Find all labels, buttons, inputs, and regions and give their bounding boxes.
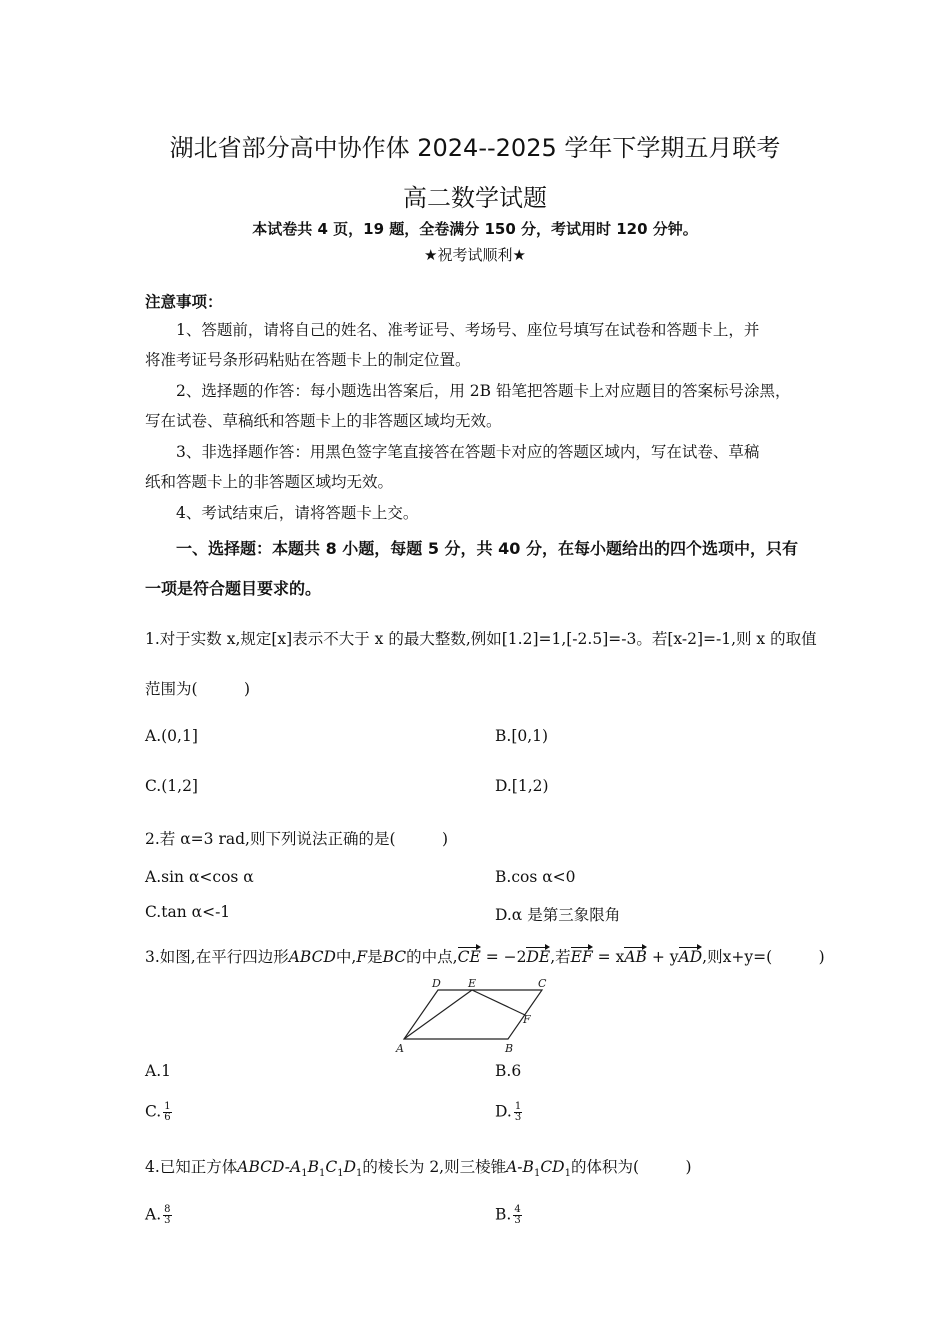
segment-ef — [472, 990, 525, 1015]
figure-label-c: C — [538, 977, 547, 990]
note-4: 4、考试结束后，请将答题卡上交。 — [176, 504, 419, 522]
q3-abcd: ABCD — [288, 948, 336, 966]
q4-cube-c: C — [325, 1158, 338, 1176]
q3-vector-ad: AD — [678, 948, 703, 966]
q1-option-a: A.(0,1] — [145, 727, 198, 745]
q3-option-a-value: 1 — [161, 1062, 171, 1080]
q1-stem-line-1: 1.对于实数 x,规定[x]表示不大于 x 的最大整数,例如[1.2]=1,[-2.5]=-3。若[x-2]=-1,则 x 的取值 — [145, 630, 817, 648]
q3-eq-1: = −2 — [480, 948, 527, 966]
q2-stem: 2.若 α=3 rad,则下列说法正确的是( ) — [145, 830, 449, 848]
q3-option-d-fraction — [514, 1102, 522, 1123]
q4-sub-1: 1 — [301, 1168, 308, 1180]
q3-mid-1: 中, — [335, 948, 357, 966]
q3-option-c — [145, 1102, 172, 1123]
q4-sub-6: 1 — [564, 1168, 571, 1180]
q3-option-c-denominator: 6 — [164, 1112, 171, 1123]
q1-option-c: C.(1,2] — [145, 777, 198, 795]
segment-ae — [404, 990, 472, 1039]
section-1-line-2: 一项是符合题目要求的。 — [145, 579, 322, 598]
q4-mid: 的棱长为 2,则三棱锥 — [362, 1158, 507, 1176]
q4-cube-b: B — [307, 1158, 319, 1176]
q3-option-a-label: A. — [145, 1062, 162, 1080]
exam-wish: ★祝考试顺利★ — [424, 246, 526, 264]
q4-sub-3: 1 — [337, 1168, 344, 1180]
note-3-line-1: 3、非选择题作答：用黑色签字笔直接答在答题卡对应的答题区域内，写在试卷、草稿 — [176, 443, 760, 461]
q3-parallelogram-figure — [390, 975, 560, 1057]
note-2-line-1: 2、选择题的作答：每小题选出答案后，用 2B 铅笔把答题卡上对应题目的答案标号涂黑， — [176, 382, 791, 400]
q4-option-b-label: B. — [495, 1205, 512, 1224]
q4-sub-2: 1 — [318, 1168, 326, 1180]
q3-option-c-numerator: 1 — [164, 1101, 171, 1112]
q3-plus: + y — [646, 948, 679, 966]
exam-title: 湖北省部分高中协作体 2024--2025 学年下学期五月联考 — [169, 134, 781, 162]
q4-option-a-denominator: 3 — [164, 1215, 171, 1226]
q4-option-a-numerator: 8 — [164, 1204, 171, 1215]
figure-label-e: E — [468, 977, 477, 990]
q3-option-d-numerator: 1 — [514, 1101, 522, 1112]
q4-option-a-label: A. — [145, 1205, 162, 1224]
note-1-line-2: 将准考证号条形码粘贴在答题卡上的制定位置。 — [145, 351, 471, 369]
q1-option-d: D.[1,2) — [495, 777, 549, 795]
q4-sub-4: 1 — [356, 1168, 363, 1180]
note-1-line-1: 1、答题前，请将自己的姓名、准考证号、考场号、座位号填写在试卷和答题卡上，并 — [176, 321, 760, 339]
q3-end: ,则x+y=( ) — [702, 948, 825, 966]
section-1-line-1: 一、选择题：本题共 8 小题，每题 5 分，共 40 分，在每小题给出的四个选项中，只有 — [176, 539, 798, 558]
q1-stem-line-2: 范围为( ) — [145, 680, 251, 698]
note-3-line-2: 纸和答题卡上的非答题区域均无效。 — [145, 473, 394, 491]
notes-heading: 注意事项： — [145, 292, 223, 311]
q4-end: 的体积为( ) — [570, 1158, 692, 1176]
q4-cube-name: ABCD-A — [237, 1158, 302, 1176]
q1-option-b: B.[0,1) — [495, 727, 549, 745]
q2-option-a: A.sin α<cos α — [145, 868, 254, 886]
q3-point-f: F — [356, 948, 368, 966]
q3-eq-2: = x — [592, 948, 625, 966]
q3-stem-start: 3.如图,在平行四边形 — [145, 948, 289, 966]
q4-option-b-fraction — [513, 1205, 521, 1226]
figure-label-a: A — [396, 1042, 404, 1055]
q3-mid-4: ,若 — [550, 948, 571, 966]
parallelogram-abcd — [404, 990, 542, 1039]
q2-option-d: D.α 是第三象限角 — [495, 906, 621, 924]
q3-bc: BC — [382, 948, 407, 966]
q3-option-b-label: B. — [495, 1062, 512, 1080]
q3-option-b-value: 6 — [511, 1062, 522, 1080]
figure-label-d: D — [432, 977, 441, 990]
q3-option-c-label: C. — [145, 1102, 162, 1121]
exam-info: 本试卷共 4 页，19 题，全卷满分 150 分，考试用时 120 分钟。 — [252, 220, 698, 238]
q4-option-b — [495, 1205, 522, 1226]
q3-option-c-fraction — [163, 1102, 171, 1123]
q3-stem — [145, 945, 825, 967]
q4-pyramid-cd: CD — [540, 1158, 565, 1176]
q2-option-c: C.tan α<-1 — [145, 903, 231, 921]
q4-option-a-fraction — [163, 1205, 171, 1226]
q3-option-b — [495, 1062, 521, 1080]
q2-option-b: B.cos α<0 — [495, 868, 576, 886]
q4-option-a — [145, 1205, 172, 1226]
q3-vector-ce: CE — [457, 948, 481, 966]
q3-mid-3: 的中点, — [406, 948, 458, 966]
figure-label-b: B — [505, 1042, 514, 1055]
figure-label-f: F — [523, 1013, 531, 1026]
q3-mid-2: 是 — [367, 948, 383, 966]
q3-vector-ef: EF — [570, 948, 593, 966]
note-2-line-2: 写在试卷、草稿纸和答题卡上的非答题区域均无效。 — [145, 412, 502, 430]
q4-cube-d: D — [343, 1158, 357, 1176]
exam-subtitle: 高二数学试题 — [403, 184, 547, 212]
q4-pyramid-a: A-B — [506, 1158, 534, 1176]
q4-stem — [145, 1155, 692, 1179]
q3-option-d-label: D. — [495, 1102, 512, 1121]
q3-vector-ab: AB — [624, 948, 647, 966]
q4-stem-start: 4.已知正方体 — [145, 1158, 238, 1176]
q3-option-d-denominator: 3 — [514, 1112, 522, 1123]
q3-option-d — [495, 1102, 522, 1123]
q3-option-a — [145, 1062, 171, 1080]
q3-vector-de: DE — [526, 948, 551, 966]
q4-option-b-numerator: 4 — [514, 1204, 521, 1215]
q4-option-b-denominator: 3 — [514, 1215, 521, 1226]
q4-sub-5: 1 — [533, 1168, 541, 1180]
